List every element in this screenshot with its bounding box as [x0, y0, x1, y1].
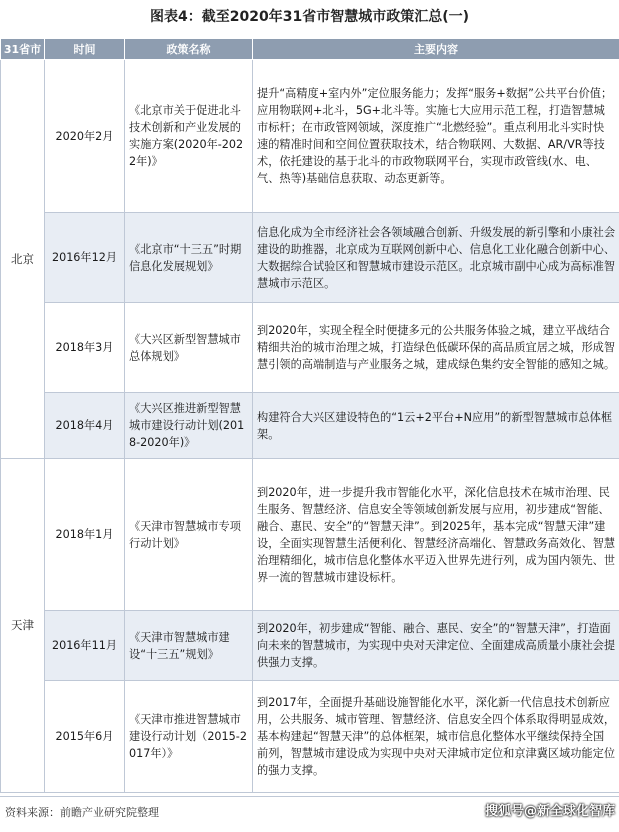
header-time: 时间 — [45, 39, 125, 60]
policy-table — [0, 38, 619, 793]
policy-name-cell: 《北京市关于促进北斗技术创新和产业发展的实施方案(2020年-2022年)》 — [125, 60, 253, 213]
table-header-row — [1, 39, 619, 60]
source-note: 资料来源：前瞻产业研究院整理 — [5, 806, 159, 819]
content-cell: 到2017年，全面提升基础设施智能化水平，深化新一代信息技术创新应用，公共服务、城市管理、智慧经济、信息安全四个体系取得明显成效，基本构建起“智慧天津”的总体框架，城市信息化整体水平继续保持全国前列，智慧城市建设成为实现中央对天津城市定位和京津冀区域功能定位的强力支撑。 — [253, 681, 619, 793]
watermark: 搜狐号@新全球化智库 — [484, 804, 615, 819]
content-cell: 到2020年，进一步提升我市智能化水平，深化信息技术在城市治理、民生服务、智慧经济、信息安全等领域创新发展与应用，初步建成“智能、融合、惠民、安全”的“智慧天津”。到2025年，基本完成“智慧天津”建设，全面实现智慧生活便利化、智慧经济高端化、智慧政务高效化、智慧治理精细化，城市信息化整体水平迈入世界先进行列，成为国内领先、世界一流的智慧城市建设标杆。 — [253, 459, 619, 611]
policy-name-cell: 《大兴区新型智慧城市总体规划》 — [125, 303, 253, 393]
table-row — [1, 213, 619, 303]
table-row — [1, 303, 619, 393]
time-cell: 2018年1月 — [45, 459, 125, 611]
time-cell: 2020年2月 — [45, 60, 125, 213]
content-cell: 提升“高精度+室内外”定位服务能力；发挥“服务+数据”公共平台价值；应用物联网+北斗，5G+北斗等。实施七大应用示范工程，打造智慧城市标杆；在市政管网领域，深度推广“北燃经验”。重点利用北斗实时快速的精准时间和空间位置获取技术，结合物联网、大数据、AR/VR等技术，依托建设的基于北斗的市政物联网平台，实现市政管线(水、电、气、热等)基础信息获取、动态更新等。 — [253, 60, 619, 213]
policy-name-cell: 《天津市智慧城市专项行动计划》 — [125, 459, 253, 611]
province-cell-tianjin: 天津 — [1, 459, 45, 793]
header-province: 31省市 — [1, 39, 45, 60]
time-cell: 2018年3月 — [45, 303, 125, 393]
table-title: 图表4：截至2020年31省市智慧城市政策汇总(一) — [150, 9, 469, 25]
policy-name-cell: 《天津市智慧城市建设“十三五”规划》 — [125, 611, 253, 681]
content-cell: 构建符合大兴区建设特色的“1云+2平台+N应用”的新型智慧城市总体框架。 — [253, 393, 619, 459]
time-cell: 2016年11月 — [45, 611, 125, 681]
content-cell: 信息化成为全市经济社会各领域融合创新、升级发展的新引擎和小康社会建设的助推器，北京成为互联网创新中心、信息化工业化融合创新中心、大数据综合试验区和智慧城市建设示范区。北京城市副中心成为高标准智慧城市示范区。 — [253, 213, 619, 303]
table-row — [1, 611, 619, 681]
table-row — [1, 681, 619, 793]
policy-name-cell: 《大兴区推进新型智慧城市建设行动计划(2018-2020年)》 — [125, 393, 253, 459]
time-cell: 2015年6月 — [45, 681, 125, 793]
header-policy: 政策名称 — [125, 39, 253, 60]
policy-name-cell: 《北京市“十三五”时期信息化发展规划》 — [125, 213, 253, 303]
table-row — [1, 60, 619, 213]
policy-name-cell: 《天津市推进智慧城市建设行动计划（2015-2017年）》 — [125, 681, 253, 793]
content-cell: 到2020年，实现全程全时便捷多元的公共服务体验之城，建立平战结合精细共治的城市治理之城，打造绿色低碳环保的高品质宜居之城，形成智慧引领的高端制造与产业服务之城，建成绿色集约安全智能的感知之城。 — [253, 303, 619, 393]
time-cell: 2016年12月 — [45, 213, 125, 303]
content-cell: 到2020年，初步建成“智能、融合、惠民、安全”的“智慧天津”，打造面向未来的智慧城市，为实现中央对天津定位、全面建成高质量小康社会提供强力支撑。 — [253, 611, 619, 681]
time-cell: 2018年4月 — [45, 393, 125, 459]
table-row — [1, 393, 619, 459]
footer-divider — [0, 796, 619, 797]
header-content: 主要内容 — [253, 39, 619, 60]
province-cell-beijing: 北京 — [1, 60, 45, 459]
table-row — [1, 459, 619, 611]
